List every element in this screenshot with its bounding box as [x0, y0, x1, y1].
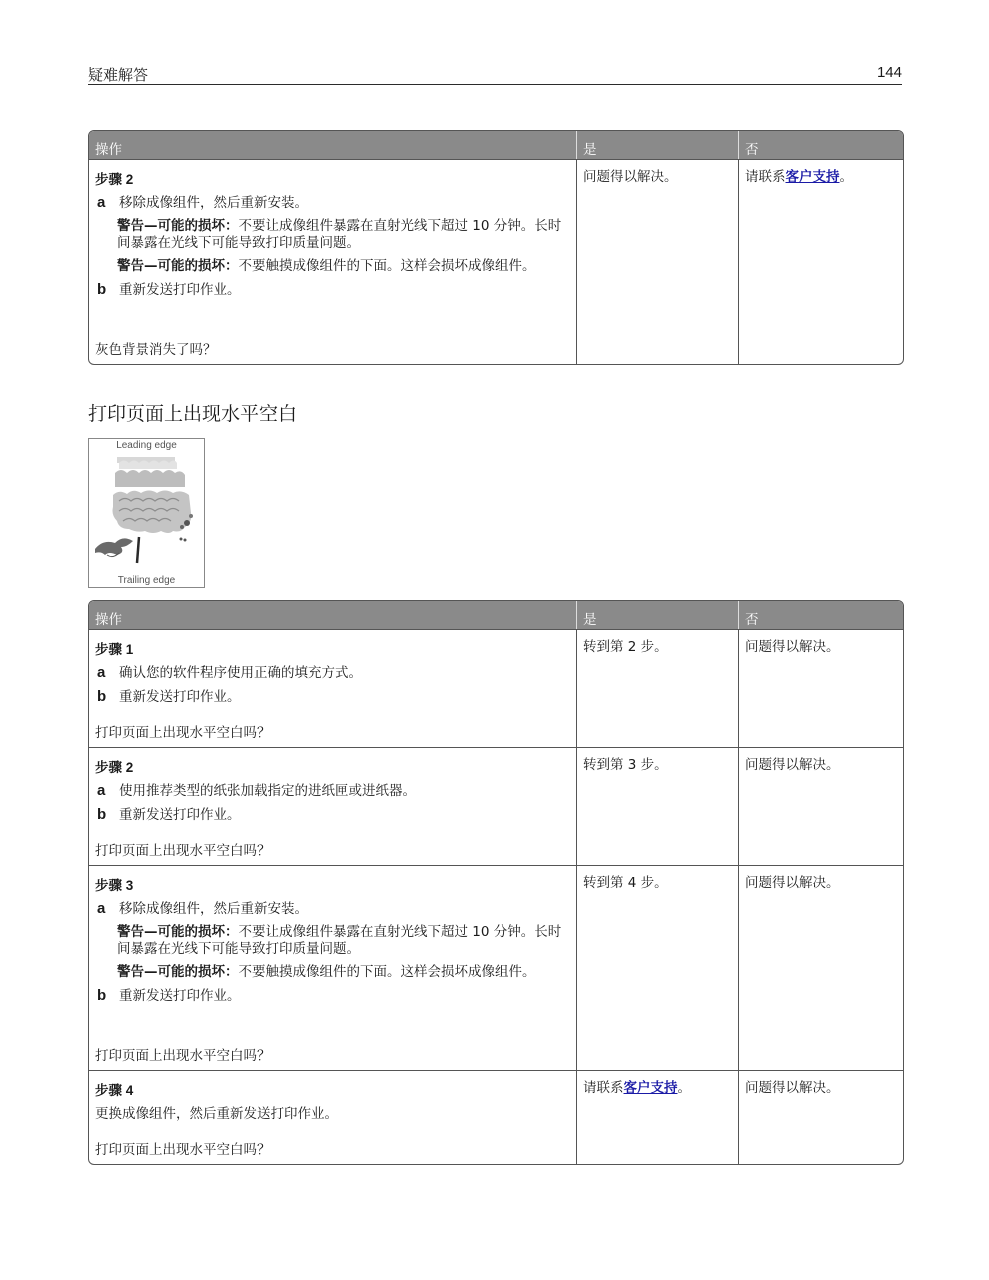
print-sample-figure	[88, 438, 205, 588]
header-no: 否	[745, 612, 759, 628]
list-item	[95, 194, 570, 212]
item-letter: a	[97, 782, 106, 799]
step-label: 步骤 1	[95, 642, 134, 657]
yes-cell: 转到第 4 步。	[577, 866, 739, 1070]
page-number: 144	[876, 64, 902, 81]
section-title: 打印页面上出现水平空白	[88, 403, 298, 425]
item-letter: b	[97, 987, 107, 1004]
item-letter: a	[97, 194, 106, 211]
question-text: 打印页面上出现水平空白吗？	[95, 1048, 271, 1064]
step-label: 步骤 2	[95, 760, 134, 775]
item-text: 移除成像组件，然后重新安装。	[119, 901, 308, 917]
warning-text: 不要让成像组件暴露在直射光线下超过 10 分钟。长时间暴露在光线下可能导致打印质量问题。	[117, 218, 562, 251]
list-item	[95, 664, 570, 682]
leading-edge-label: Leading edge	[116, 440, 177, 451]
list-item	[95, 987, 570, 1005]
item-text: 重新发送打印作业。	[119, 282, 241, 298]
yes-suffix: 。	[677, 1080, 691, 1096]
warning-text: 不要触摸成像组件的下面。这样会损坏成像组件。	[238, 258, 536, 274]
warning-note	[117, 924, 562, 958]
no-cell: 问题得以解决。	[745, 875, 840, 891]
item-letter: b	[97, 806, 107, 823]
warning-label: 警告—可能的损坏：	[117, 218, 239, 234]
table-row	[89, 865, 903, 1070]
header-action: 操作	[89, 131, 577, 159]
list-item	[95, 688, 570, 706]
no-cell: 问题得以解决。	[745, 639, 840, 655]
yes-prefix: 请联系	[583, 1080, 624, 1096]
flower-illustration	[89, 439, 204, 587]
item-text: 重新发送打印作业。	[119, 807, 241, 823]
troubleshoot-table-2	[88, 600, 904, 1165]
item-text: 使用推荐类型的纸张加载指定的进纸匣或进纸器。	[119, 783, 416, 799]
question-text: 打印页面上出现水平空白吗？	[95, 843, 271, 859]
table-row	[89, 159, 903, 364]
question-text: 灰色背景消失了吗？	[95, 342, 217, 358]
table-header-row	[89, 131, 903, 159]
yes-cell	[577, 1071, 739, 1164]
table-row	[89, 1070, 903, 1164]
warning-note	[117, 218, 562, 252]
item-letter: a	[97, 664, 106, 681]
list-item	[95, 900, 570, 918]
list-item	[95, 782, 570, 800]
warning-label: 警告—可能的损坏：	[117, 258, 239, 274]
item-letter: a	[97, 900, 106, 917]
warning-note	[117, 258, 562, 275]
action-cell	[89, 630, 577, 747]
yes-cell: 问题得以解决。	[577, 160, 739, 364]
action-cell	[89, 866, 577, 1070]
step-label: 步骤 3	[95, 878, 134, 893]
header-yes: 是	[577, 601, 739, 629]
no-cell: 问题得以解决。	[745, 757, 840, 773]
table-header-row	[89, 601, 903, 629]
trailing-edge-label: Trailing edge	[117, 575, 176, 586]
question-text: 打印页面上出现水平空白吗？	[95, 1142, 271, 1158]
list-item	[95, 806, 570, 824]
item-text: 重新发送打印作业。	[119, 689, 241, 705]
warning-text: 不要让成像组件暴露在直射光线下超过 10 分钟。长时间暴露在光线下可能导致打印质量问题。	[117, 924, 562, 957]
table-row	[89, 629, 903, 747]
no-suffix: 。	[839, 169, 853, 185]
item-text: 移除成像组件，然后重新安装。	[119, 195, 308, 211]
customer-support-link[interactable]: 客户支持	[785, 169, 840, 185]
header-action: 操作	[89, 601, 577, 629]
action-cell	[89, 1071, 577, 1164]
page-header	[88, 62, 902, 85]
customer-support-link[interactable]: 客户支持	[623, 1080, 678, 1096]
item-letter: b	[97, 688, 107, 705]
warning-text: 不要触摸成像组件的下面。这样会损坏成像组件。	[238, 964, 536, 980]
item-text: 重新发送打印作业。	[119, 988, 241, 1004]
warning-note	[117, 964, 562, 981]
yes-cell: 转到第 3 步。	[577, 748, 739, 865]
header-yes: 是	[577, 131, 739, 159]
step-text: 更换成像组件，然后重新发送打印作业。	[95, 1106, 338, 1122]
no-cell	[739, 160, 903, 364]
list-item	[95, 281, 570, 299]
troubleshoot-table-1	[88, 130, 904, 365]
table-row	[89, 747, 903, 865]
step-label: 步骤 2	[95, 172, 134, 187]
chapter-title: 疑难解答	[88, 66, 149, 84]
no-prefix: 请联系	[745, 169, 786, 185]
action-cell	[89, 160, 577, 364]
question-text: 打印页面上出现水平空白吗？	[95, 725, 271, 741]
step-label: 步骤 4	[95, 1083, 134, 1098]
warning-label: 警告—可能的损坏：	[117, 964, 239, 980]
header-no: 否	[745, 142, 759, 158]
warning-label: 警告—可能的损坏：	[117, 924, 239, 940]
no-cell: 问题得以解决。	[745, 1080, 840, 1096]
item-letter: b	[97, 281, 107, 298]
action-cell	[89, 748, 577, 865]
yes-cell: 转到第 2 步。	[577, 630, 739, 747]
item-text: 确认您的软件程序使用正确的填充方式。	[119, 665, 362, 681]
